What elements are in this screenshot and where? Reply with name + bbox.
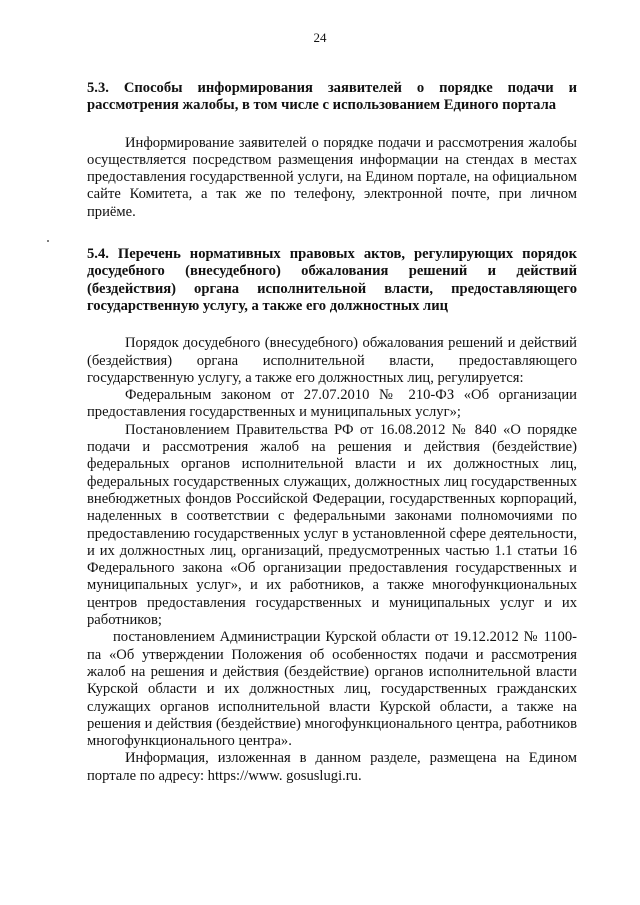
section-5-3-heading: 5.3. Способы информирования заявителей о порядке подачи и рассмотрения жалобы, в том числе с использованием Единого портала	[87, 80, 577, 114]
section-5-4-paragraph-kursk-decree: постановлением Администрации Курской области от 19.12.2012 № 1100-па «Об утверждении Положения об особенностях подачи и рассмотрения жалоб на решения и действия (бездействие) органов исполнительной власти Курской области и их должностных лиц, государственных гражданских служащих органов исполнительной власти Курской области, а также на решения и действия (бездействие) многофункционального центра, работников многофункционального центра».	[87, 629, 577, 750]
section-5-4	[87, 246, 577, 785]
section-5-4-paragraph-federal-law: Федеральным законом от 27.07.2010 № 210-ФЗ «Об организации предоставления государственных и муниципальных услуг»;	[87, 387, 577, 421]
section-5-3	[87, 80, 577, 221]
section-5-4-paragraph-government-decree: Постановлением Правительства РФ от 16.08.2012 № 840 «О порядке подачи и рассмотрения жалоб на решения и действия (бездействие) федеральных органов исполнительной власти и их должностных лиц, федеральных государственных служащих, должностных лиц государственных внебюджетных фондов Российской Федерации, государственных корпораций, наделенных в соответствии с федеральными законами полномочиями по предоставлению государственных услуг в установленной сфере деятельности, и их должностных лиц, организаций, предусмотренных частью 1.1 статьи 16 Федерального закона «Об организации предоставления государственных и муниципальных услуг», и их работников, а также многофункциональных центров предоставления государственных и муниципальных услуг и их работников;	[87, 421, 577, 629]
margin-mark	[47, 240, 49, 242]
section-5-4-paragraph-portal-info: Информация, изложенная в данном разделе, размещена на Едином портале по адресу: https://www. gosuslugi.ru.	[87, 750, 577, 784]
page-number: 24	[313, 30, 327, 45]
section-5-4-paragraph-intro: Порядок досудебного (внесудебного) обжалования решений и действий (бездействия) органа исполнительной власти, предоставляющего государственную услугу, а также его должностных лиц, регулируется:	[87, 335, 577, 386]
section-5-4-heading: 5.4. Перечень нормативных правовых актов, регулирующих порядок досудебного (внесудебного) обжалования решений и действий (бездействия) органа исполнительной власти, предоставляющего государственную услугу, а также его должностных лиц	[87, 246, 577, 314]
document-body	[87, 80, 577, 785]
section-5-3-paragraph: Информирование заявителей о порядке подачи и рассмотрения жалобы осуществляется посредством размещения информации на стендах в местах предоставления государственной услуги, на Едином портале, на официальном сайте Комитета, а так же по телефону, электронной почте, при личном приёме.	[87, 134, 577, 220]
